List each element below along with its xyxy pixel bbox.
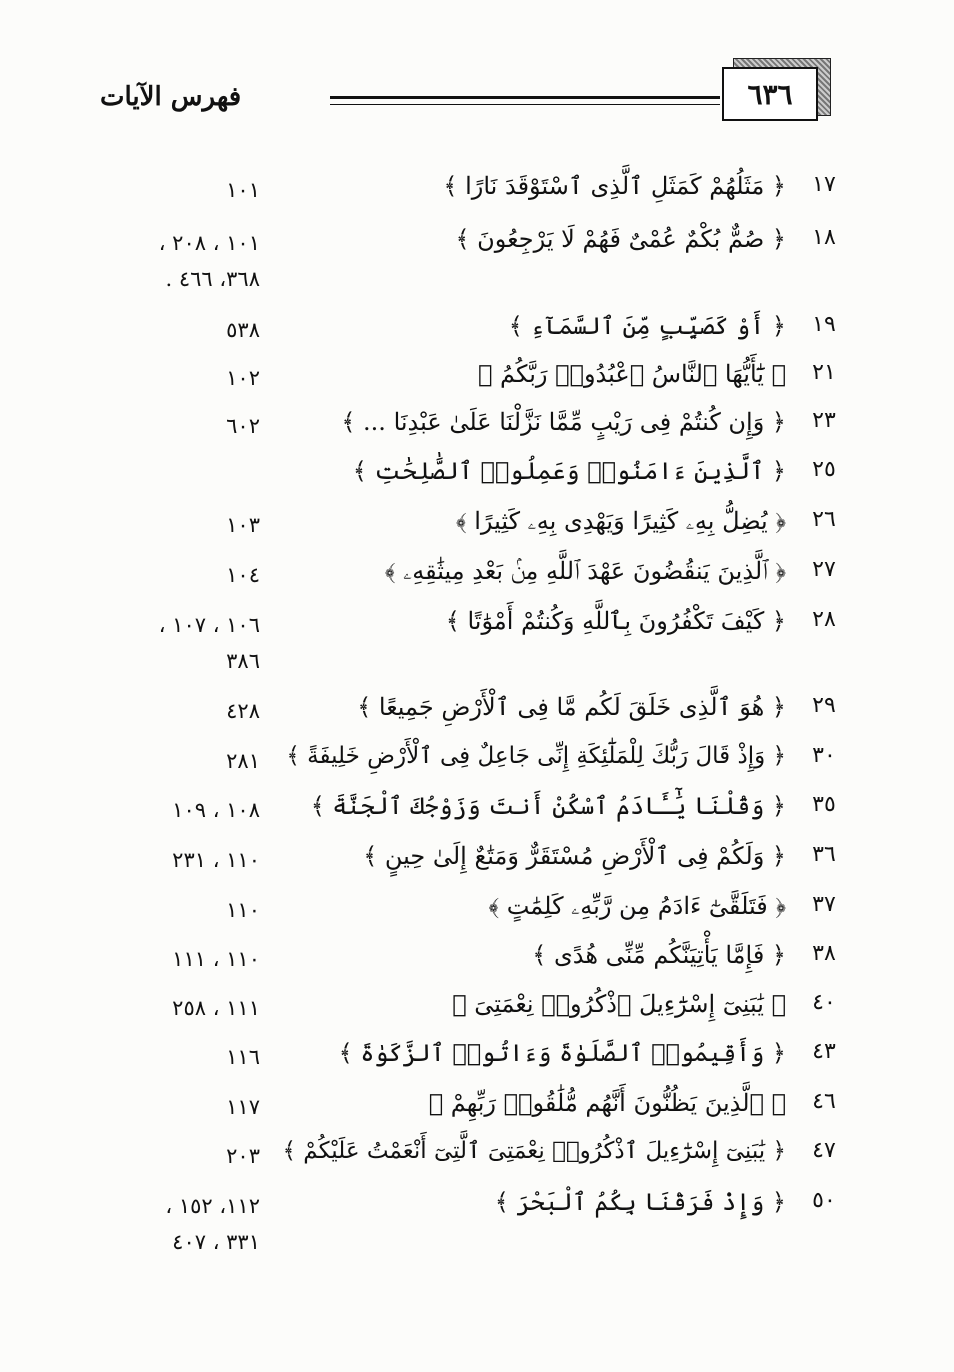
index-entry bbox=[0, 312, 954, 352]
verse-text: ﴿ كَيْفَ تَكْفُرُونَ بِٱللَّهِ وَكُنتُمْ أَمْوَٰتًا ﴾ bbox=[445, 607, 786, 635]
page-reference-line: ١٠١ ، ٢٠٨ ، bbox=[158, 231, 260, 255]
verse-number: ٢٦ bbox=[812, 507, 836, 532]
page-references bbox=[90, 792, 260, 828]
index-entry bbox=[0, 557, 954, 597]
verse-text: ﴿ ٱلَّذِينَ يَظُنُّونَ أَنَّهُم مُّلَٰقُوا۟ رَبِّهِمْ ﴾ bbox=[428, 1089, 786, 1117]
page-references bbox=[90, 693, 260, 729]
index-entry bbox=[0, 172, 954, 212]
index-entry bbox=[0, 990, 954, 1030]
index-entry bbox=[0, 842, 954, 882]
index-entry bbox=[0, 743, 954, 783]
verse-number: ٣٠ bbox=[812, 743, 836, 768]
verse-number: ٢١ bbox=[812, 360, 836, 385]
header-rule bbox=[330, 96, 720, 99]
verse-number: ٤٣ bbox=[812, 1039, 836, 1064]
page-reference-line: ١١٠ ، ١١١ bbox=[172, 947, 260, 971]
page-references bbox=[90, 1039, 260, 1075]
page-reference-line: ٣٦٨، ٤٦٦ . bbox=[165, 267, 260, 291]
verse-text: ﴿ يُضِلُّ بِهِۦ كَثِيرًا وَيَهْدِى بِهِۦ كَثِيرًا ﴾ bbox=[455, 507, 786, 535]
index-entry bbox=[0, 225, 954, 291]
verse-text: ﴿ فَتَلَقَّىٰٓ ءَادَمُ مِن رَّبِّهِۦ كَلِمَٰتٍ ﴾ bbox=[488, 892, 786, 920]
index-entry bbox=[0, 693, 954, 733]
verse-number: ٣٥ bbox=[812, 792, 836, 817]
verse-number: ٣٨ bbox=[812, 941, 836, 966]
page-reference-line: ١٠٤ bbox=[226, 563, 260, 587]
index-entry bbox=[0, 457, 954, 497]
page-reference-line: ١١٠ bbox=[226, 898, 260, 922]
index-entry bbox=[0, 1138, 954, 1178]
page-references bbox=[90, 172, 260, 208]
index-entry bbox=[0, 1188, 954, 1254]
verse-text: ﴿ يَٰٓأَيُّهَا ٱلنَّاسُ ٱعْبُدُوا۟ رَبَّكُمُ ﴾ bbox=[477, 360, 786, 388]
index-entry bbox=[0, 1039, 954, 1079]
page-reference-line: ١٠٣ bbox=[226, 513, 260, 537]
verse-text: ﴿ صُمٌّ بُكْمٌ عُمْىٌ فَهُمْ لَا يَرْجِعُونَ ﴾ bbox=[455, 225, 786, 253]
index-entry bbox=[0, 507, 954, 547]
verse-number: ٤٧ bbox=[812, 1138, 836, 1163]
page-references bbox=[90, 941, 260, 977]
page-reference-line: ٦٠٢ bbox=[226, 414, 260, 438]
verse-text: ﴿ وَإِن كُنتُمْ فِى رَيْبٍ مِّمَّا نَزَّلْنَا عَلَىٰ عَبْدِنَا ... ﴾ bbox=[341, 408, 786, 436]
page-references bbox=[90, 408, 260, 444]
verse-text: ﴿ يَٰبَنِىٓ إِسْرَٰٓءِيلَ ٱذْكُرُوا۟ نِعْمَتِىَ ٱلَّتِىٓ أَنْعَمْتُ عَلَيْكُمْ ﴾ bbox=[282, 1138, 786, 1164]
verse-text: ﴿ مَثَلُهُمْ كَمَثَلِ ٱلَّذِى ٱسْتَوْقَدَ نَارًا ﴾ bbox=[443, 172, 786, 200]
page-reference-line: ٥٣٨ bbox=[226, 318, 260, 342]
page-reference-line: ٢٠٣ bbox=[226, 1144, 260, 1168]
page-references bbox=[90, 312, 260, 348]
verse-number: ١٧ bbox=[812, 172, 836, 197]
verse-number: ٤٦ bbox=[812, 1089, 836, 1114]
verse-number: ٢٣ bbox=[812, 408, 836, 433]
verse-text: ﴿ فَإِمَّا يَأْتِيَنَّكُم مِّنِّى هُدًى ﴾ bbox=[532, 941, 786, 969]
verse-text: ﴿ وَإِذْ فَرَقْنَا بِكُمُ ٱلْبَحْرَ ﴾ bbox=[494, 1188, 786, 1216]
verse-text: ﴿ ٱلَّذِينَ يَنقُضُونَ عَهْدَ ٱللَّهِ مِنۢ بَعْدِ مِيثَٰقِهِۦ ﴾ bbox=[384, 557, 786, 585]
verse-number: ٥٠ bbox=[812, 1188, 836, 1213]
page-references bbox=[90, 1138, 260, 1174]
page-references bbox=[90, 1188, 260, 1260]
page-reference-line: ١١٦ bbox=[226, 1045, 260, 1069]
page-references bbox=[90, 743, 260, 779]
verse-text: ﴿ وَإِذْ قَالَ رَبُّكَ لِلْمَلَٰٓئِكَةِ إِنِّى جَاعِلٌ فِى ٱلْأَرْضِ خَلِيفَةً ﴾ bbox=[286, 743, 786, 769]
page-reference-line: ١١٠ ، ٢٣١ bbox=[172, 848, 260, 872]
page-references bbox=[90, 1089, 260, 1125]
page-reference-line: ٣٨٦ bbox=[226, 649, 260, 673]
page-reference-line: ١٠٨ ، ١٠٩ bbox=[172, 798, 260, 822]
verse-text: ﴿ يَٰبَنِىٓ إِسْرَٰٓءِيلَ ٱذْكُرُوا۟ نِعْمَتِىَ ﴾ bbox=[452, 990, 786, 1018]
page-references bbox=[90, 892, 260, 928]
page-reference-line: ١٠٢ bbox=[226, 366, 260, 390]
verse-text: ﴿ هُوَ ٱلَّذِى خَلَقَ لَكُم مَّا فِى ٱلْأَرْضِ جَمِيعًا ﴾ bbox=[357, 693, 786, 721]
verse-number: ٢٥ bbox=[812, 457, 836, 482]
verse-number: ١٩ bbox=[812, 312, 836, 337]
index-entry bbox=[0, 892, 954, 932]
index-title: فهرس الآيات bbox=[100, 82, 242, 112]
verse-number: ٢٨ bbox=[812, 607, 836, 632]
page-reference-line: ٣٣١ ، ٤٠٧ bbox=[172, 1230, 260, 1254]
verse-number: ٣٧ bbox=[812, 892, 836, 917]
verse-text: ﴿ أَوْ كَصَيِّبٍ مِّنَ ٱلسَّمَآءِ ﴾ bbox=[508, 312, 786, 340]
index-entry bbox=[0, 1089, 954, 1129]
verse-number: ٣٦ bbox=[812, 842, 836, 867]
verse-number: ١٨ bbox=[812, 225, 836, 250]
page-reference-line: ١٠١ bbox=[226, 178, 260, 202]
page-references bbox=[90, 557, 260, 593]
page-reference-line: ١١٢، ١٥٢ ، bbox=[165, 1194, 260, 1218]
verse-number: ٤٠ bbox=[812, 990, 836, 1015]
verse-text: ﴿ وَقُلْنَا يَٰٓـَٔادَمُ ٱسْكُنْ أَنتَ وَزَوْجُكَ ٱلْجَنَّةَ ﴾ bbox=[310, 792, 786, 820]
page-references bbox=[90, 360, 260, 396]
page-references bbox=[90, 990, 260, 1026]
header-rule-thin bbox=[330, 104, 720, 105]
page-reference-line: ٤٢٨ bbox=[226, 699, 260, 723]
verse-text: ﴿ ٱلَّذِينَ ءَامَنُوا۟ وَعَمِلُوا۟ ٱلصَّٰلِحَٰتِ ﴾ bbox=[352, 457, 786, 485]
page-reference-line: ١١١ ، ٢٥٨ bbox=[172, 996, 260, 1020]
index-entry bbox=[0, 941, 954, 981]
verse-number: ٢٩ bbox=[812, 693, 836, 718]
page-number: ٦٣٦ bbox=[722, 67, 818, 121]
index-entry bbox=[0, 607, 954, 673]
index-entry bbox=[0, 408, 954, 448]
index-entry bbox=[0, 792, 954, 832]
page-references bbox=[90, 507, 260, 543]
page-references bbox=[90, 842, 260, 878]
index-entry bbox=[0, 360, 954, 400]
verse-number: ٢٧ bbox=[812, 557, 836, 582]
page-reference-line: ١١٧ bbox=[226, 1095, 260, 1119]
page-reference-line: ٢٨١ bbox=[226, 749, 260, 773]
page-references bbox=[90, 225, 260, 297]
page-reference-line: ١٠٦ ، ١٠٧ ، bbox=[158, 613, 260, 637]
verse-text: ﴿ وَأَقِيمُوا۟ ٱلصَّلَوٰةَ وَءَاتُوا۟ ٱلزَّكَوٰةَ ﴾ bbox=[338, 1039, 786, 1067]
page-references bbox=[90, 607, 260, 679]
verse-text: ﴿ وَلَكُمْ فِى ٱلْأَرْضِ مُسْتَقَرٌّ وَمَتَٰعٌ إِلَىٰ حِينٍ ﴾ bbox=[363, 842, 786, 870]
